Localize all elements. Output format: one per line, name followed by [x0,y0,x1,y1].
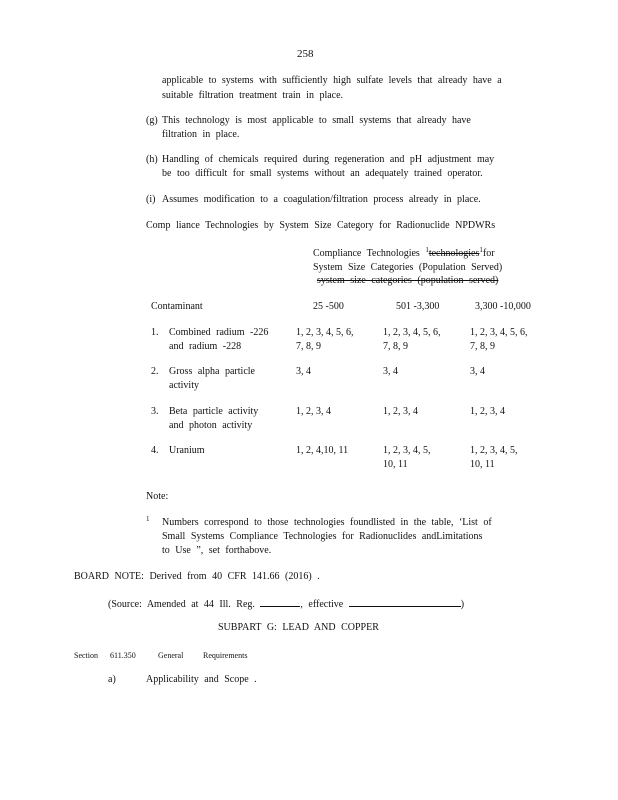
header-superscript-2: 1 [479,246,483,254]
column-header-contaminant: Contaminant [151,301,203,312]
row-4-name-line-1: Uranium [169,445,205,456]
row-1-col-1-line-2: 7, 8, 9 [296,341,321,352]
row-1-name-line-2: and radium -228 [169,341,242,352]
header-struck-technologies: technologies [428,248,480,259]
note-g-line-1: This technology is most applicable to small systems that already have [162,115,471,126]
row-1-col-2-line-2: 7, 8, 9 [383,341,408,352]
header-for: for [482,248,495,259]
source-line [108,596,464,611]
row-3-col-3: 1, 2, 3, 4 [470,406,505,417]
subsection-text: Applicability and Scope . [146,674,257,685]
row-2-col-3: 3, 4 [470,366,485,377]
row-1-col-1-line-1: 1, 2, 3, 4, 5, 6, [296,327,354,338]
row-4-col-3-line-2: 10, 11 [470,459,495,470]
board-note: BOARD NOTE: Derived from 40 CFR 141.66 (2016) . [74,571,320,582]
intro-line-1: applicable to systems with sufficiently high sulfate levels that already have a [162,75,502,86]
section-title-2: Requirements [203,651,248,660]
row-2-name-line-1: Gross alpha particle [169,366,255,377]
source-suffix: ) [460,599,465,610]
table-header-struck-line: system size categories (population served) [317,275,499,286]
column-header-size-3: 3,300 -10,000 [475,301,531,312]
column-header-size-2: 501 -3,300 [396,301,440,312]
note-label: Note: [146,491,169,502]
note-g-line-2: filtration in place. [162,129,240,140]
row-4-col-2-line-2: 10, 11 [383,459,408,470]
row-2-col-2: 3, 4 [383,366,398,377]
row-2-number: 2. [151,366,159,377]
row-3-name-line-1: Beta particle activity [169,406,259,417]
row-3-name-line-2: and photon activity [169,420,253,431]
intro-line-2: suitable filtration treatment train in place. [162,90,344,101]
note-i-label: (i) [146,194,156,205]
row-4-number: 4. [151,445,159,456]
header-superscript: 1 [425,246,429,254]
row-1-number: 1. [151,327,159,338]
subsection-label: a) [108,674,116,685]
section-title-1: General [158,651,184,660]
source-blank-register [260,596,300,607]
row-4-col-1: 1, 2, 4,10, 11 [296,445,349,456]
row-1-col-2-line-1: 1, 2, 3, 4, 5, 6, [383,327,441,338]
footnote-marker: 1 [146,515,150,523]
section-label: Section [74,651,98,660]
table-header-line-2: System Size Categories (Population Served) [313,262,503,273]
note-h-label: (h) [146,154,158,165]
row-2-col-1: 3, 4 [296,366,311,377]
row-1-col-3-line-1: 1, 2, 3, 4, 5, 6, [470,327,528,338]
footnote-line-2: Small Systems Compliance Technologies for Radionuclides andLimitations [162,531,483,542]
source-blank-effective [349,596,461,607]
note-h-line-2: be too difficult for small systems without an adequately trained operator. [162,168,483,179]
column-header-size-1: 25 -500 [313,301,344,312]
row-1-name-line-1: Combined radium -226 [169,327,269,338]
subpart-heading: SUBPART G: LEAD AND COPPER [218,622,379,633]
footnote-line-3: to Use ”, set forthabove. [162,545,272,556]
row-1-col-3-line-2: 7, 8, 9 [470,341,495,352]
header-compliance-technologies: Compliance Technologies [313,248,420,259]
note-h-line-1: Handling of chemicals required during regeneration and pH adjustment may [162,154,495,165]
note-i-line-1: Assumes modification to a coagulation/filtration process already in place. [162,194,481,205]
row-4-col-3-line-1: 1, 2, 3, 4, 5, [470,445,518,456]
footnote-line-1: Numbers correspond to those technologies foundlisted in the table, ‘List of [162,517,492,528]
row-4-col-2-line-1: 1, 2, 3, 4, 5, [383,445,431,456]
note-g-label: (g) [146,115,158,126]
table-title: Comp liance Technologies by System Size Category for Radionuclide NPDWRs [146,220,496,231]
table-header-line-1 [313,247,495,261]
section-number: 611.350 [110,651,136,660]
page-number: 258 [297,48,314,60]
source-prefix: (Source: Amended at 44 Ill. Reg. [108,599,255,610]
row-3-col-2: 1, 2, 3, 4 [383,406,418,417]
source-mid: , effective [300,599,344,610]
row-3-col-1: 1, 2, 3, 4 [296,406,331,417]
row-3-number: 3. [151,406,159,417]
row-2-name-line-2: activity [169,380,199,391]
